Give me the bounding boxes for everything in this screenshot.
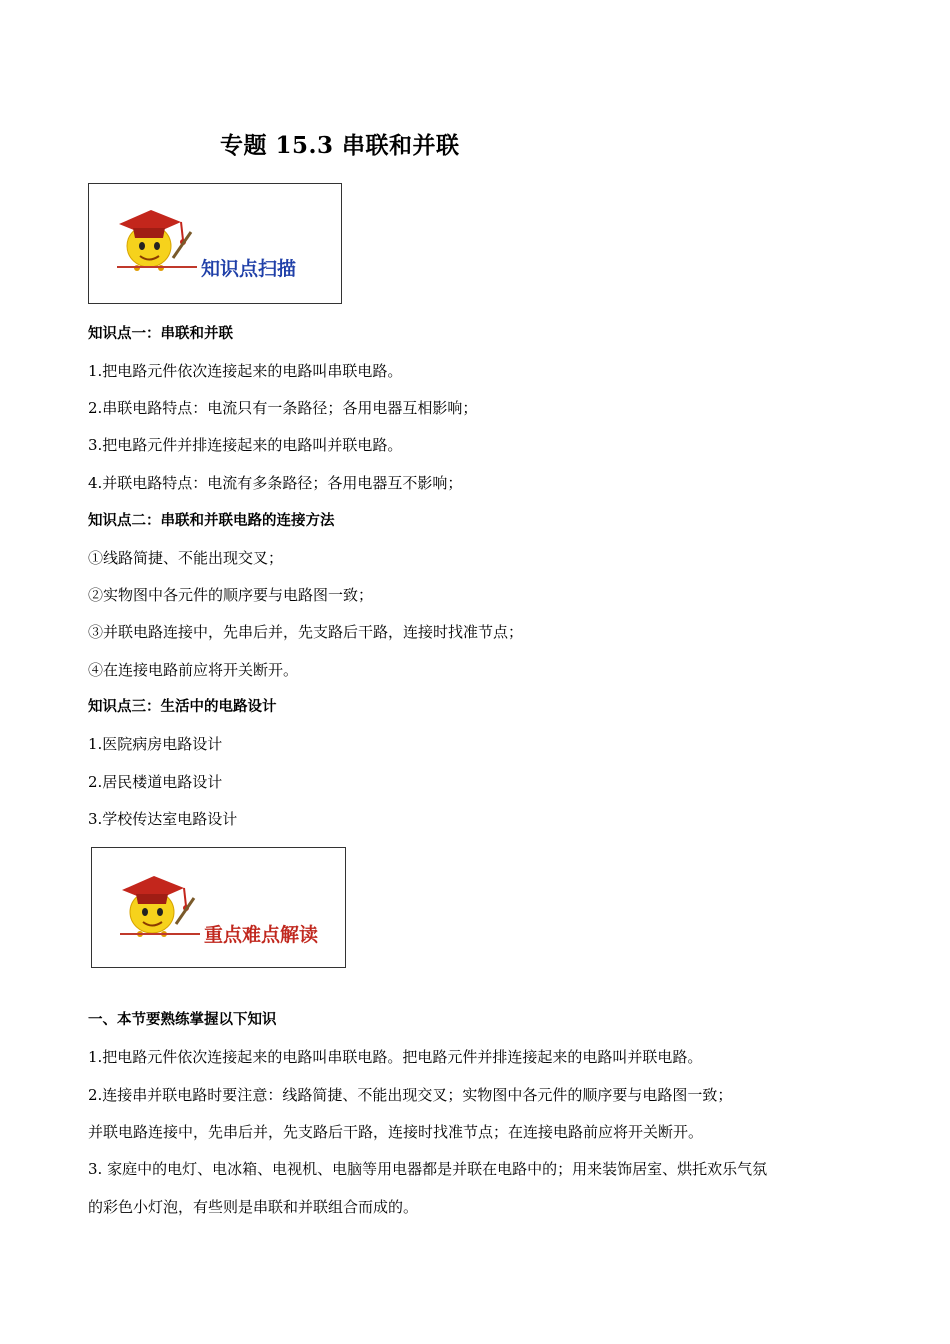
section-heading: 知识点三：生活中的电路设计 [88, 699, 277, 715]
banner-rule [117, 266, 197, 268]
page-title: 专题 15.3 串联和并联 [220, 132, 460, 159]
list-item: ①线路简捷、不能出现交叉； [88, 549, 284, 567]
list-item: 1.把电路元件依次连接起来的电路叫串联电路。 [88, 362, 403, 380]
banner-label: 知识点扫描 [201, 258, 297, 280]
graduate-smiley-icon [107, 196, 197, 276]
key-points-banner [91, 847, 346, 968]
banner-rule [120, 933, 200, 935]
list-item: ③并联电路连接中，先串后并，先支路后干路，连接时找准节点； [88, 623, 524, 641]
paragraph-line: 的彩色小灯泡，有些则是串联和并联组合而成的。 [88, 1198, 419, 1216]
list-item: ②实物图中各元件的顺序要与电路图一致； [88, 586, 374, 604]
list-item: 3.学校传达室电路设计 [88, 810, 238, 828]
list-item: 1.医院病房电路设计 [88, 735, 223, 753]
section-heading: 知识点一：串联和并联 [88, 326, 233, 342]
list-item: 2.居民楼道电路设计 [88, 773, 223, 791]
list-item: 3.把电路元件并排连接起来的电路叫并联电路。 [88, 436, 403, 454]
list-item: ④在连接电路前应将开关断开。 [88, 661, 299, 679]
paragraph-line: 并联电路连接中，先串后并，先支路后干路，连接时找准节点；在连接电路前应将开关断开。 [88, 1123, 704, 1141]
list-item: 2.串联电路特点：电流只有一条路径；各用电器互相影响； [88, 399, 478, 417]
knowledge-scan-banner [88, 183, 342, 304]
banner-label: 重点难点解读 [204, 924, 319, 946]
paragraph-line: 1.把电路元件依次连接起来的电路叫串联电路。把电路元件并排连接起来的电路叫并联电路。 [88, 1048, 703, 1066]
graduate-smiley-icon [110, 860, 200, 940]
paragraph-line: 2.连接串并联电路时要注意：线路简捷、不能出现交叉；实物图中各元件的顺序要与电路图一致； [88, 1086, 733, 1104]
list-item: 4.并联电路特点：电流有多条路径；各用电器互不影响； [88, 474, 463, 492]
paragraph-line: 3. 家庭中的电灯、电冰箱、电视机、电脑等用电器都是并联在电路中的；用来装饰居室、烘托欢乐气氛 [88, 1160, 768, 1178]
section-heading: 知识点二：串联和并联电路的连接方法 [88, 513, 335, 529]
section-heading: 一、本节要熟练掌握以下知识 [88, 1012, 277, 1028]
